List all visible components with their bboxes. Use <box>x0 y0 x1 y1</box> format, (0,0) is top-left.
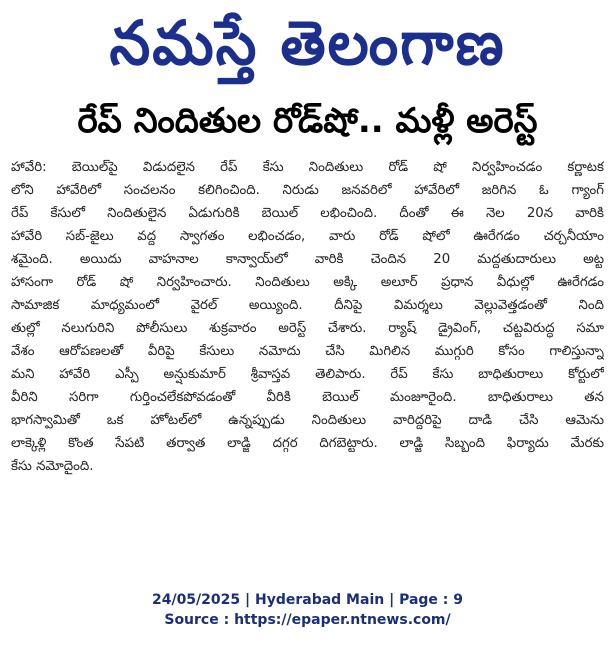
article-body-line: హాసంగా రోడ్ షో నిర్వహించారు. నిందితులు అక్కి అలూర్ ప్రధాన వీధుల్లో ఊరేగడం <box>11 275 604 290</box>
article-body <box>11 156 604 478</box>
article-body-line: రేప్ కేసులో నిందితులైన ఏడుగురికి బెయిల్ లభించింది. దీంతో ఈ నెల 20న వారికి <box>11 206 604 221</box>
article-body-line: లోని హావేరిలో సంచలనం కలిగించింది. నిరుడు జనవరిలో హావేరిలో జరిగిన ఓ గ్యాంగ్ <box>11 183 604 198</box>
article-body-line: కేసు నమోదైంది. <box>11 459 94 474</box>
article-headline: రేప్ నిందితుల రోడ్‌షో.. మళ్లీ అరెస్ట్ <box>77 101 538 141</box>
edition-info: 24/05/2025 | Hyderabad Main | Page : 9 <box>151 592 464 608</box>
article-body-line: భాగస్వామితో ఒక హోటల్‌లో ఉన్నప్పుడు నిందితులు వారిద్దరిపై దాడి చేసి ఆమెను <box>11 413 604 428</box>
masthead <box>0 0 615 86</box>
article-body-line: సామాజిక మాధ్యమంలో వైరల్ అయ్యింది. దీనిపై విమర్శలు వెల్లువెత్తడంతో నింది <box>11 298 604 313</box>
article-body-line: వేశం ఆరోపణలతో వీరిపై కేసులు నమోదు చేసి మిగిలిన ముగ్గురి కోసం గాలిస్తున్నా <box>11 344 604 359</box>
article-body-line: శమైంది. అయిదు వాహనాల కాన్వాయ్‌లో వారికి చెందిన 20 మద్దతుదారులు అట్ట <box>11 252 604 267</box>
article-body-line: హావేరి సబ్-జైలు వద్ద స్వాగతం లభించడం, వారు రోడ్ షోలో ఊరేగడం చర్చనీయాం <box>11 229 604 244</box>
source-footer <box>0 590 615 630</box>
article-body-line: తుల్లో నలుగురిని పోలీసులు శుక్రవారం అరెస్ట్ చేశారు. ర్యాష్ డ్రైవింగ్, చట్టవిరుద్ధ సమా <box>11 321 604 336</box>
source-link[interactable]: Source : https://epaper.ntnews.com/ <box>164 612 451 628</box>
article-body-line: హావేరి: బెయిల్‌పై విడుదలైన రేప్ కేసు నిందితులు రోడ్ షో నిర్వహించడం కర్ణాటక <box>11 160 604 175</box>
newspaper-logo: నమస్తే తెలంగాణ <box>109 7 506 79</box>
article-body-line: మని హావేరి ఎస్పీ అన్షుకుమార్ శ్రీవాస్తవ తెలిపారు. రేప్ కేసు బాధితురాలు కోర్టులో <box>11 367 604 382</box>
article-body-line: వీరిని సరిగా గుర్తించలేకపోవడంతో వీరికి బెయిల్ మంజూరైంది. బాధితురాలు తన <box>11 390 604 405</box>
article-body-line: లాక్కెళ్లి కొంత సేపటి తర్వాత లాడ్జి దగ్గర దిగబెట్టారు. లాడ్జి సిబ్బంది ఫిర్యాదు మేరకు <box>11 436 604 451</box>
